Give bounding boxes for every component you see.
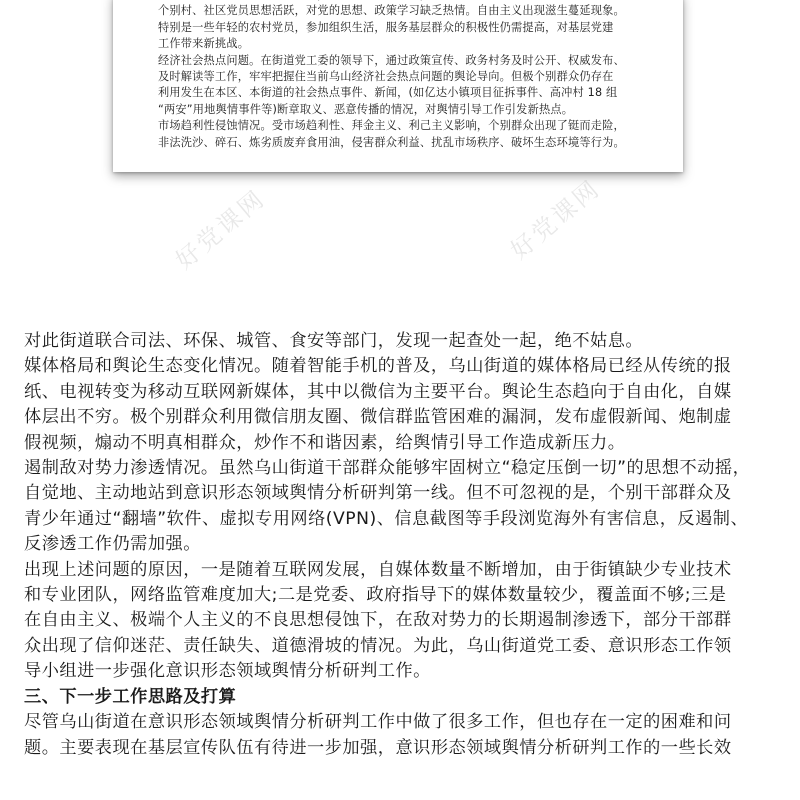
scan-text-line: 非法洗沙、碎石、炼劣质废弃食用油，侵害群众利益、扰乱市场秩序、破坏生态环境等行为。: [158, 135, 625, 149]
scan-text-line: 利用发生在本区、本街道的社会热点事件、新闻，(如亿达小镇项目征拆事件、高冲村 18 组: [158, 86, 618, 100]
body-text-line: 自觉地、主动地站到意识形态领域舆情分析研判第一线。但不可忽视的是，个别干部群众及: [24, 483, 732, 504]
watermark-text: 好党课网: [505, 173, 606, 265]
body-text-line: 遏制敌对势力渗透情况。虽然乌山街道干部群众能够牢固树立“稳定压倒一切”的思想不动摇，: [24, 458, 751, 479]
body-text-line: 体层出不穷。极个别群众利用微信朋友圈、微信群监管困难的漏洞，发布虚假新闻、炮制虚: [24, 407, 732, 428]
body-text-line: 导小组进一步强化意识形态领域舆情分析研判工作。: [24, 661, 431, 682]
scan-text-line: 市场趋利性侵蚀情况。受市场趋利性、拜金主义、利己主义影响，个别群众出现了铤而走险，: [158, 119, 625, 133]
scan-text-line: 特别是一些年轻的农村党员，参加组织生活，服务基层群众的积极性仍需提高，对基层党建: [158, 20, 614, 34]
body-text-line: 和专业团队，网络监管难度加大;二是党委、政府指导下的媒体数量较少，覆盖面不够;三是: [24, 585, 727, 606]
body-text-line: 反渗透工作仍需加强。: [24, 534, 201, 555]
scanned-document-image: [113, 0, 683, 172]
body-text-line: 媒体格局和舆论生态变化情况。随着智能手机的普及，乌山街道的媒体格局已经从传统的报: [24, 356, 732, 377]
scan-text-line: 及时解读等工作，牢牢把握住当前乌山经济社会热点问题的舆论导向。但极个别群众仍存在: [158, 70, 614, 84]
body-text-line: 纸、电视转变为移动互联网新媒体，其中以微信为主要平台。舆论生态趋向于自由化，自媒: [24, 381, 732, 402]
scan-text-line: 个别村、社区党员思想活跃，对党的思想、政策学习缺乏热情。自由主义出现滋生蔓延现象。: [158, 4, 625, 18]
watermark-text: 好党课网: [170, 183, 271, 275]
body-text-line: 青少年通过“翻墙”软件、虚拟专用网络(VPN)、信息截图等手段浏览海外有害信息，反遏制、: [24, 508, 749, 529]
body-text-line: 对此街道联合司法、环保、城管、食安等部门，发现一起查处一起，绝不姑息。: [24, 331, 644, 351]
body-text-line: 假视频，煽动不明真相群众，炒作不和谐因素，给舆情引导工作造成新压力。: [24, 432, 626, 453]
body-text-line: 出现上述问题的原因，一是随着互联网发展，自媒体数量不断增加，由于街镇缺少专业技术: [24, 559, 732, 580]
scan-text-line: 经济社会热点问题。在街道党工委的领导下，通过政策宣传、政务村务及时公开、权威发布、: [158, 53, 625, 67]
body-text-line: 题。主要表现在基层宣传队伍有待进一步加强，意识形态领域舆情分析研判工作的一些长效: [24, 737, 732, 758]
document-body: [24, 329, 784, 761]
section-heading: 三、下一步工作思路及打算: [24, 686, 237, 707]
body-text-line: 众出现了信仰迷茫、责任缺失、道德滑坡的情况。为此，乌山街道党工委、意识形态工作领: [24, 635, 732, 656]
scan-text-line: 工作带来新挑战。: [158, 37, 250, 51]
scan-text-line: “两安”用地舆情事件等)断章取义、恶意传播的情况，对舆情引导工作引发新热点。: [158, 102, 574, 116]
body-text-line: 尽管乌山街道在意识形态领域舆情分析研判工作中做了很多工作，但也存在一定的困难和问: [24, 712, 732, 733]
scanned-excerpt-area: [0, 0, 800, 300]
body-text-line: 在自由主义、极端个人主义的不良思想侵蚀下，在敌对势力的长期遏制渗透下，部分干部群: [24, 610, 732, 631]
